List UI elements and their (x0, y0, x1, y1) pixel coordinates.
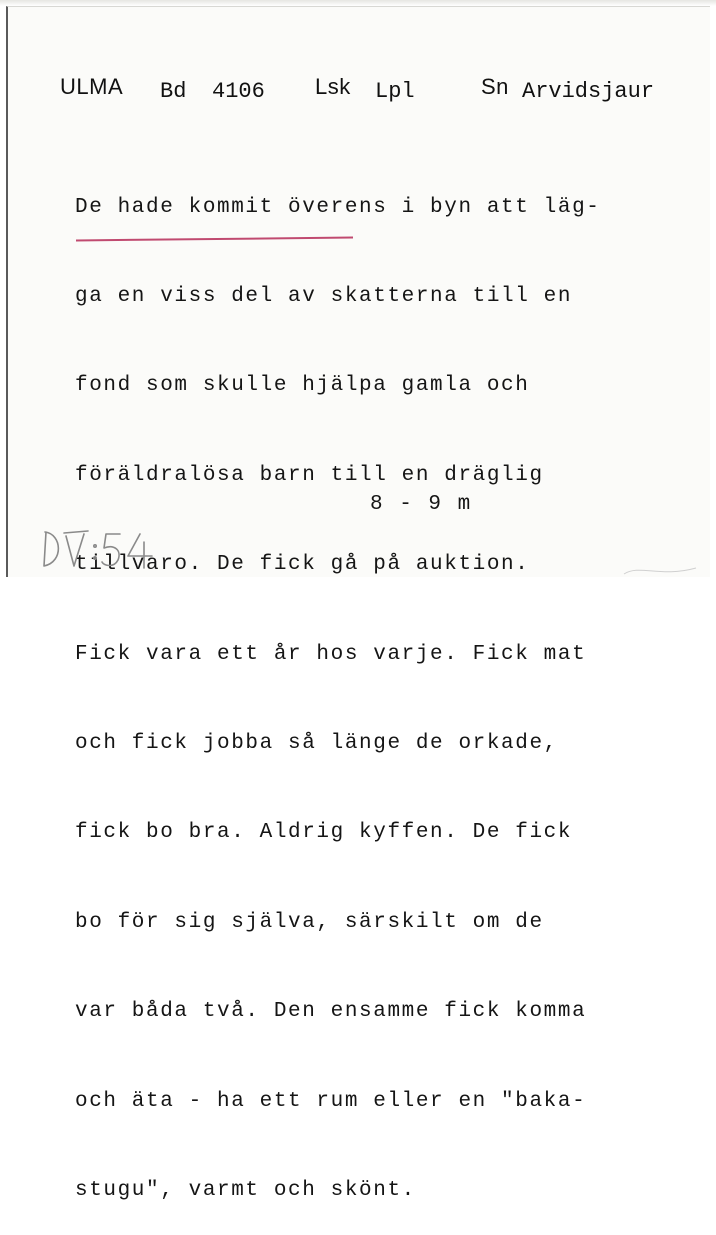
faint-mark (620, 560, 700, 580)
text-line: föräldralösa barn till en dräglig (75, 463, 544, 487)
bd-label: Bd (160, 79, 187, 104)
sn-label: Sn (481, 74, 509, 99)
text-line: fick bo bra. Aldrig kyffen. De fick (75, 821, 573, 845)
lsk-label: Lsk (315, 74, 351, 99)
text-line: och äta - ha ett rum eller en "baka- (75, 1089, 587, 1113)
text-line: stugu", varmt och skönt. (75, 1178, 416, 1202)
text-line: var båda två. Den ensamme fick komma (75, 1000, 587, 1024)
text-line: tillvaro. De fick gå på auktion. (75, 553, 530, 577)
record-text (75, 133, 695, 1235)
text-line: bo för sig själva, särskilt om de (75, 910, 544, 934)
text-line: ga en viss del av skatterna till en (75, 284, 573, 308)
text-line: och fick jobba så länge de orkade, (75, 731, 558, 755)
lsk-value: Lpl (375, 79, 415, 104)
text-line: De hade kommit överens i byn att läg- (75, 195, 601, 219)
months-note: 8 - 9 m (370, 493, 473, 516)
text-line: fond som skulle hjälpa gamla och (75, 374, 530, 398)
bd-number: 4106 (212, 79, 265, 104)
archive-code: ULMA (60, 74, 124, 99)
handwritten-pencil-note (40, 522, 170, 572)
parish-name: Arvidsjaur (522, 79, 655, 104)
text-line: Fick vara ett år hos varje. Fick mat (75, 642, 587, 666)
